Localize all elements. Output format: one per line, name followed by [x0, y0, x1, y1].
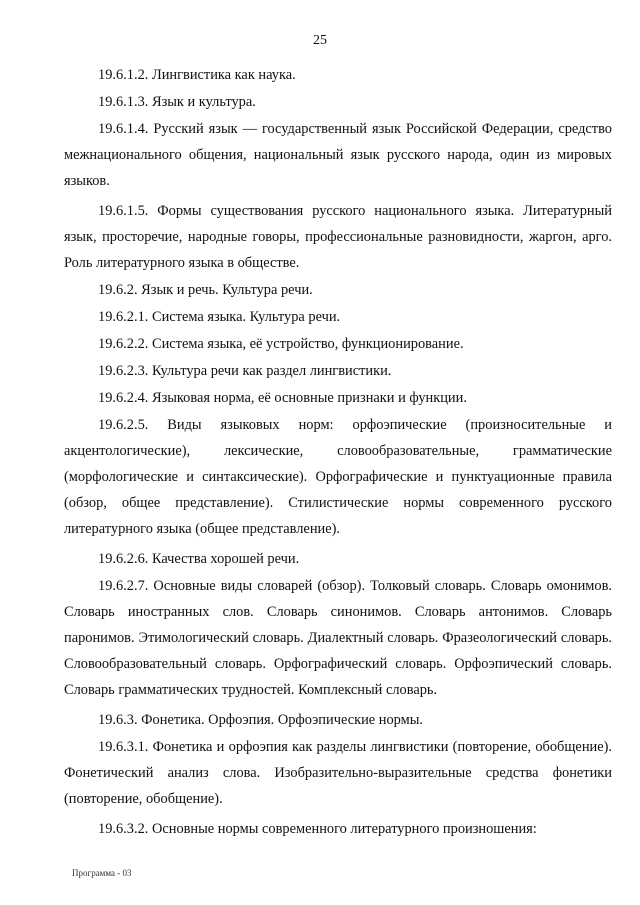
paragraph: 19.6.3. Фонетика. Орфоэпия. Орфоэпические нормы. — [98, 712, 424, 728]
paragraph: 19.6.2.6. Качества хорошей речи. — [98, 551, 300, 567]
page-number: 25 — [313, 33, 327, 48]
paragraph: 19.6.1.4. Русский язык — государственный язык Российской Федерации, средство межнационального общения, национальный язык русского народа, один из мировых языков. — [64, 121, 612, 189]
paragraph: 19.6.1.3. Язык и культура. — [98, 94, 256, 110]
paragraph: 19.6.2.3. Культура речи как раздел лингвистики. — [98, 363, 392, 379]
footer-label: Программа - 03 — [72, 868, 132, 878]
paragraph: 19.6.2.5. Виды языковых норм: орфоэпические (произносительные и акцентологические), лексические, словообразовательные, грамматические (морфологические и синтаксические). Орфографические и пунктуационные правила (обзор, общее представление). Стилистические нормы современного русского литературного языка (общее представление). — [64, 417, 612, 537]
paragraph: 19.6.2. Язык и речь. Культура речи. — [98, 282, 313, 298]
paragraph: 19.6.3.2. Основные нормы современного литературного произношения: — [98, 821, 537, 837]
paragraph: 19.6.1.2. Лингвистика как наука. — [98, 67, 296, 83]
paragraph: 19.6.1.5. Формы существования русского национального языка. Литературный язык, просторечие, народные говоры, профессиональные разновидности, жаргон, арго. Роль литературного языка в обществе. — [64, 203, 612, 271]
paragraph: 19.6.2.1. Система языка. Культура речи. — [98, 309, 341, 325]
paragraph: 19.6.3.1. Фонетика и орфоэпия как разделы лингвистики (повторение, обобщение). Фонетический анализ слова. Изобразительно-выразительные средства фонетики (повторение, обобщение). — [64, 739, 612, 807]
paragraph: 19.6.2.4. Языковая норма, её основные признаки и функции. — [98, 390, 467, 406]
document-body — [64, 62, 612, 842]
paragraph: 19.6.2.2. Система языка, её устройство, функционирование. — [98, 336, 464, 352]
paragraph: 19.6.2.7. Основные виды словарей (обзор). Толковый словарь. Словарь омонимов. Словарь иностранных слов. Словарь синонимов. Словарь антонимов. Словарь паронимов. Этимологический словарь. Диалектный словарь. Фразеологический словарь. Словообразовательный словарь. Орфографический словарь. Орфоэпический словарь. Словарь грамматических трудностей. Комплексный словарь. — [64, 578, 612, 698]
